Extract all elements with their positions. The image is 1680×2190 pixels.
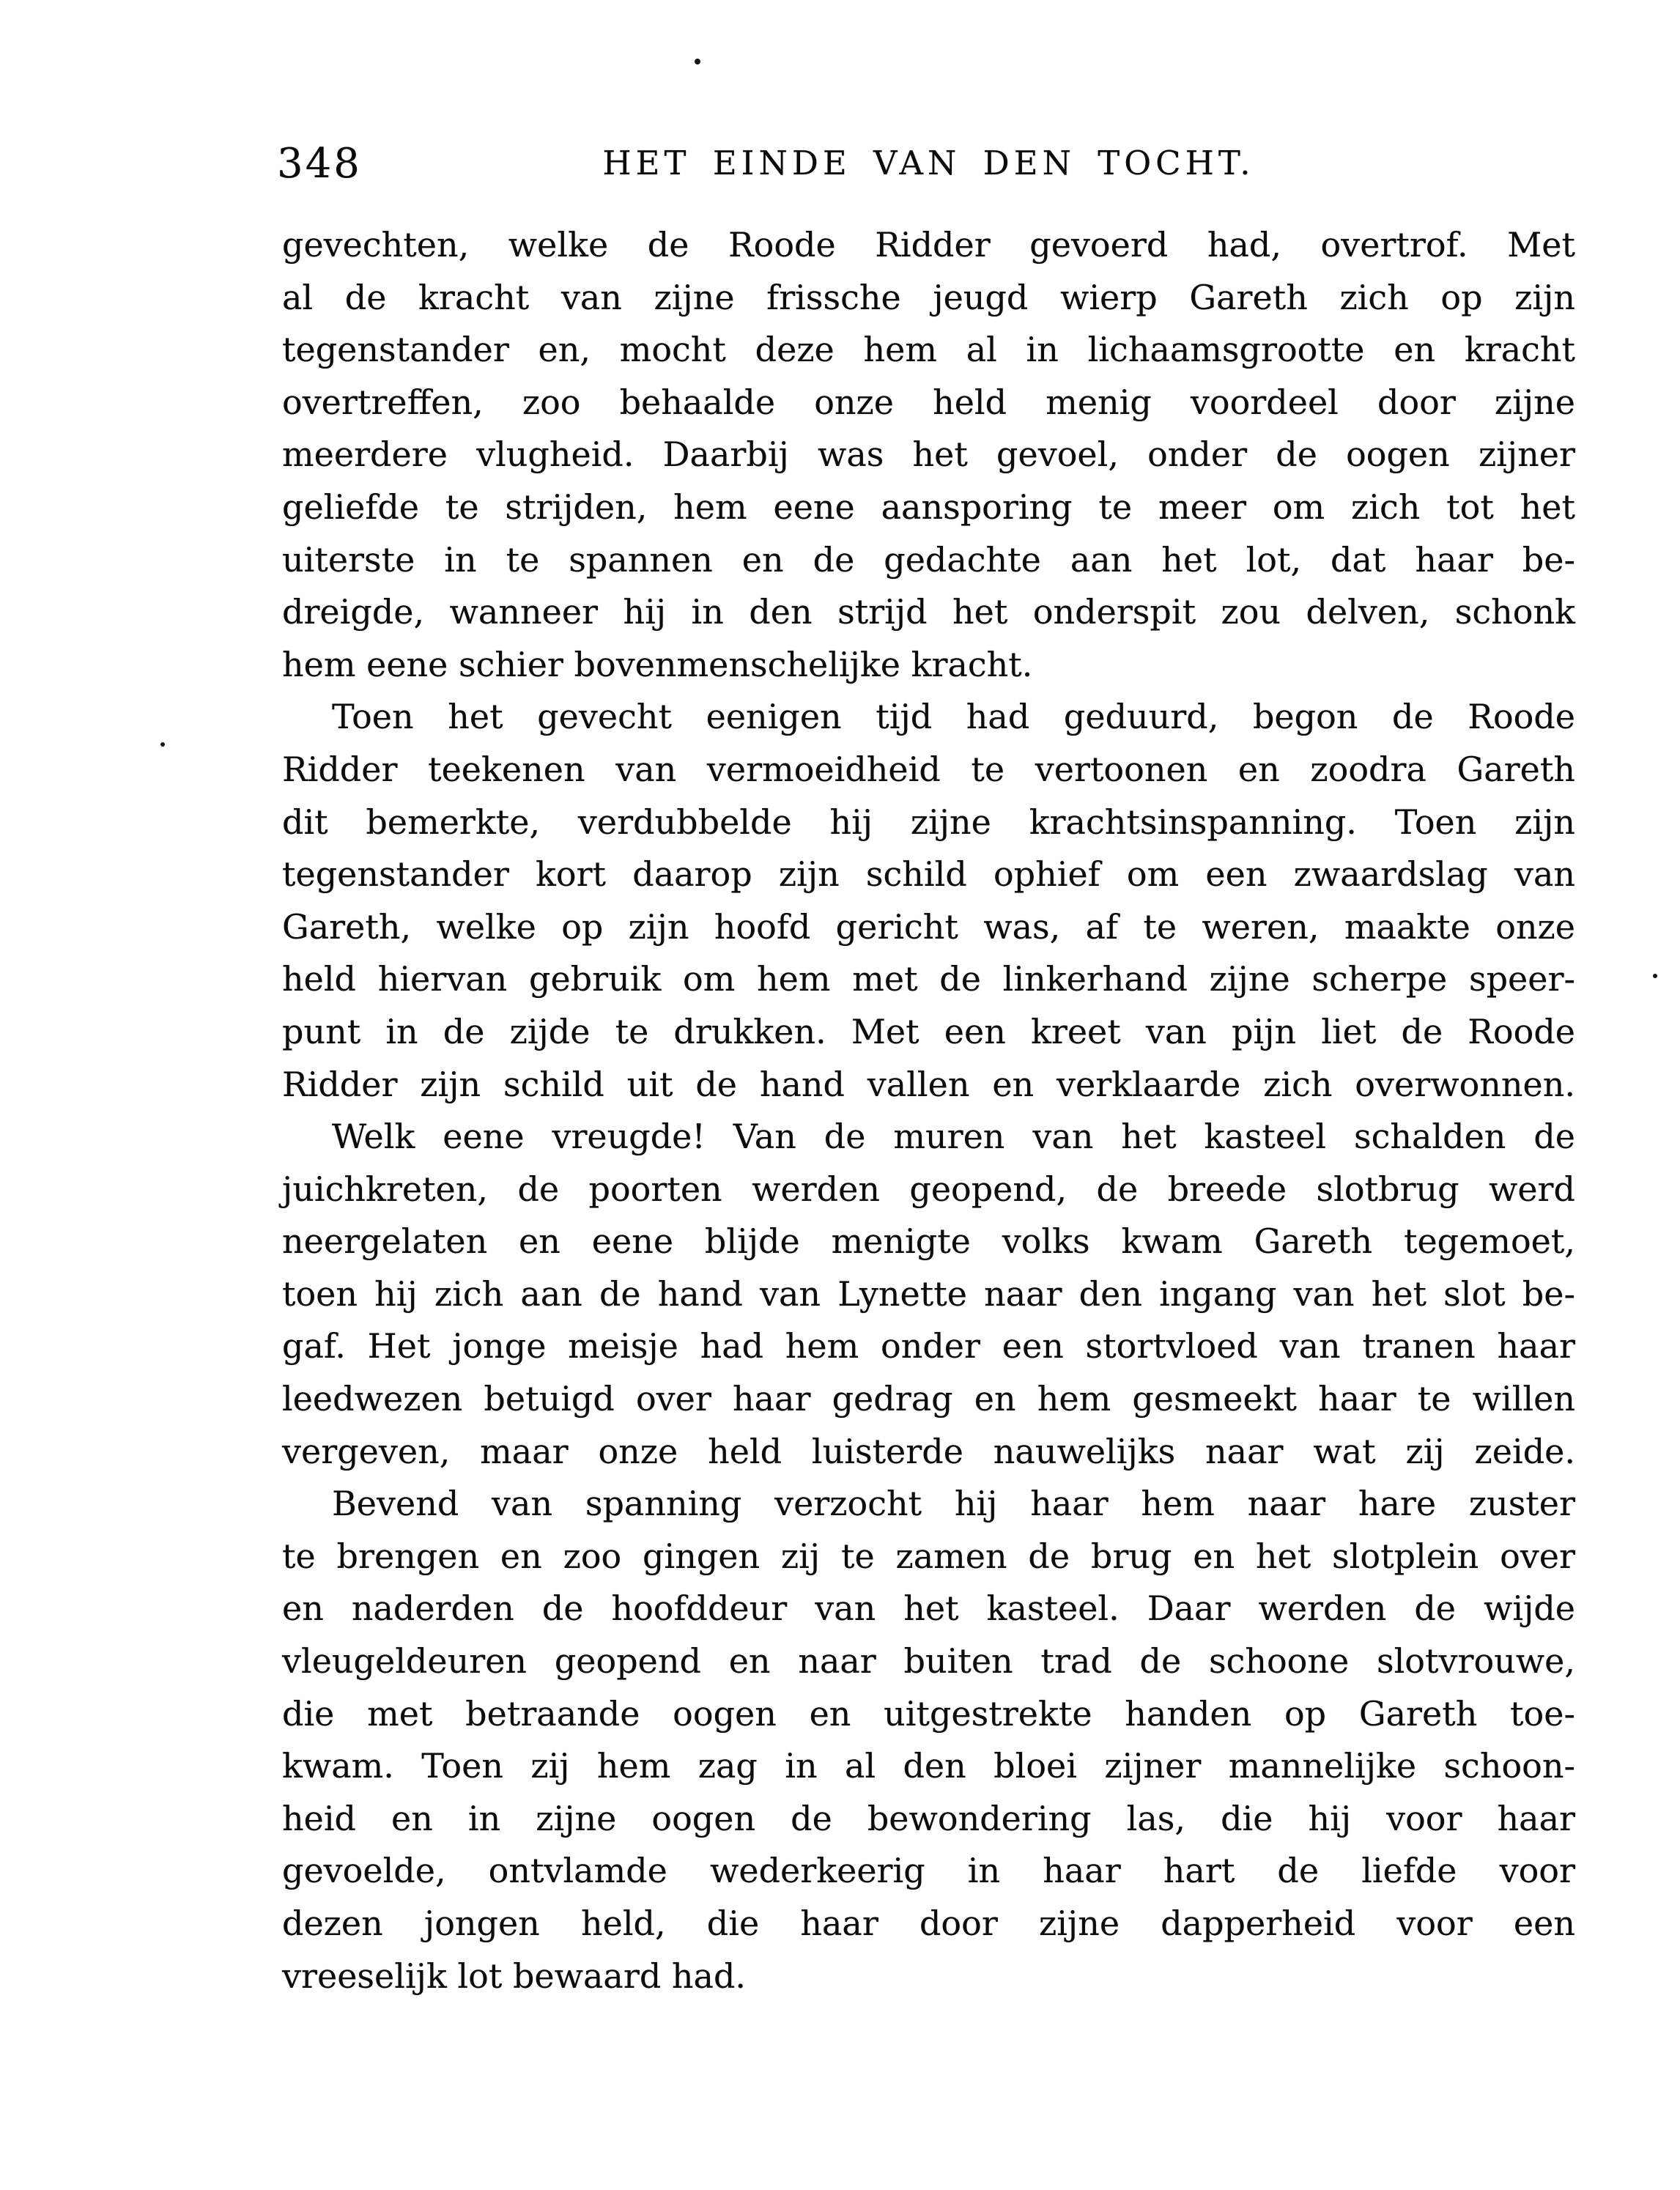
text-line: hem eene schier bovenmenschelijke kracht. xyxy=(282,644,1033,684)
text-line: dit bemerkte, verdubbelde hij zijne krachtsinspanning. Toen zijn xyxy=(282,802,1575,842)
text-line: geliefde te strijden, hem eene aansporing te meer om zich tot het xyxy=(282,487,1575,527)
text-line: neergelaten en eene blijde menigte volks kwam Gareth tegemoet, xyxy=(282,1221,1575,1262)
text-line: held hiervan gebruik om hem met de linkerhand zijne scherpe speer- xyxy=(282,959,1575,999)
text-line: uiterste in te spannen en de gedachte aan het lot, dat haar be- xyxy=(282,539,1575,580)
text-line: al de kracht van zijne frissche jeugd wierp Gareth zich op zijn xyxy=(282,277,1575,317)
text-line: Gareth, welke op zijn hoofd gericht was, af te weren, maakte onze xyxy=(282,906,1575,947)
page-number: 348 xyxy=(277,140,362,188)
text-line: tegenstander en, mocht deze hem al in lichaamsgrootte en kracht xyxy=(282,330,1575,370)
text-line: Toen het gevecht eenigen tijd had geduurd, begon de Roode xyxy=(332,697,1575,737)
text-line: juichkreten, de poorten werden geopend, de breede slotbrug werd xyxy=(282,1169,1575,1209)
text-line: vleugeldeuren geopend en naar buiten trad de schoone slotvrouwe, xyxy=(282,1641,1575,1682)
scan-speck xyxy=(1653,974,1657,978)
text-line: te brengen en zoo gingen zij te zamen de brug en het slotplein over xyxy=(282,1536,1575,1576)
text-line: overtreffen, zoo behaalde onze held menig voordeel door zijne xyxy=(282,382,1575,422)
text-line: en naderden de hoofddeur van het kasteel. Daar werden de wijde xyxy=(282,1588,1575,1629)
text-line: kwam. Toen zij hem zag in al den bloei zijner mannelijke schoon- xyxy=(282,1746,1575,1786)
text-line: Bevend van spanning verzocht hij haar hem naar hare zuster xyxy=(332,1484,1575,1524)
text-line: heid en in zijne oogen de bewondering las, die hij voor haar xyxy=(282,1798,1575,1838)
text-line: Ridder teekenen van vermoeidheid te vertoonen en zoodra Gareth xyxy=(282,749,1575,789)
scan-speck xyxy=(695,59,700,64)
text-line: gevoelde, ontvlamde wederkeerig in haar hart de liefde voor xyxy=(282,1851,1575,1891)
text-line: gaf. Het jonge meisje had hem onder een stortvloed van tranen haar xyxy=(282,1326,1575,1366)
scan-speck xyxy=(160,742,165,747)
text-line: Ridder zijn schild uit de hand vallen en verklaarde zich overwonnen. xyxy=(282,1064,1575,1104)
text-line: vreeselijk lot bewaard had. xyxy=(282,1956,747,1996)
text-block xyxy=(282,219,1575,2002)
text-line: vergeven, maar onze held luisterde nauwelijks naar wat zij zeide. xyxy=(282,1431,1575,1471)
text-line: dreigde, wanneer hij in den strijd het onderspit zou delven, schonk xyxy=(282,592,1575,632)
text-line: gevechten, welke de Roode Ridder gevoerd had, overtrof. Met xyxy=(282,225,1575,264)
text-line: tegenstander kort daarop zijn schild ophief om een zwaardslag van xyxy=(282,854,1575,895)
text-line: leedwezen betuigd over haar gedrag en hem gesmeekt haar te willen xyxy=(282,1379,1575,1419)
text-line: Welk eene vreugde! Van de muren van het kasteel schalden de xyxy=(332,1117,1575,1157)
running-header: HET EINDE VAN DEN TOCHT. xyxy=(602,144,1255,182)
text-line: die met betraande oogen en uitgestrekte handen op Gareth toe- xyxy=(282,1693,1575,1734)
text-line: punt in de zijde te drukken. Met een kreet van pijn liet de Roode xyxy=(282,1011,1575,1051)
text-line: dezen jongen held, die haar door zijne dapperheid voor een xyxy=(282,1904,1575,1943)
text-line: toen hij zich aan de hand van Lynette naar den ingang van het slot be- xyxy=(282,1273,1575,1314)
text-line: meerdere vlugheid. Daarbij was het gevoel, onder de oogen zijner xyxy=(282,434,1575,475)
